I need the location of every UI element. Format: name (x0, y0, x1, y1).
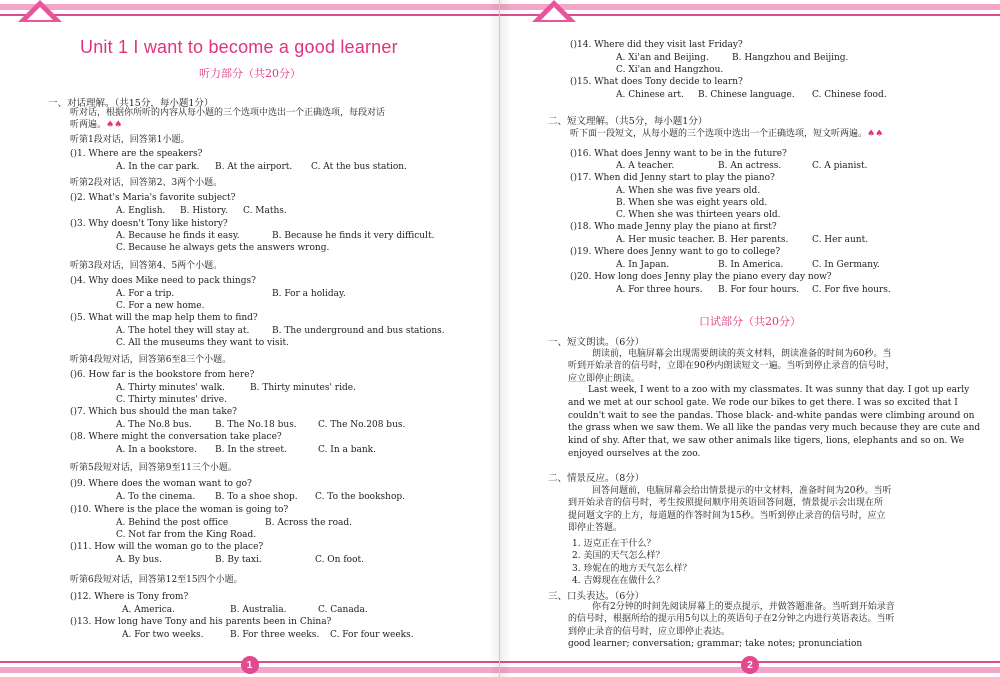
option-a: A. In a bookstore. (116, 445, 197, 455)
question: ()1. Where are the speakers? (70, 149, 203, 159)
question: ()17. When did Jenny start to play the piano? (570, 173, 775, 183)
page-number: 2 (741, 656, 759, 674)
option-b: B. An actress. (718, 161, 782, 171)
option-a: A. The No.8 bus. (116, 420, 192, 430)
option-c: C. The No.208 bus. (318, 420, 406, 430)
option-b: B. For four hours. (718, 285, 800, 295)
question: ()18. Who made Jenny play the piano at first? (570, 222, 777, 232)
keyword-list: good learner; conversation; grammar; take notes; pronunciation (568, 639, 863, 649)
option-a: A. For a trip. (116, 289, 175, 299)
instruction-block: 回答问题前，电脑屏幕会给出情景提示的中文材料，准备时间为20秒。当听 到开始录音的信号时，考生按照提问顺序用英语回答问题，情景提示会出现在所 提问题文字的上方，每道题的作答时间为15秒。当听到停止录音的信号时，应立 即停止答题。 (568, 486, 892, 534)
question: ()19. Where does Jenny want to go to college? (570, 247, 781, 257)
instruction-line: 听下面一段短文，从每小题的三个选项中选出一个正确选项，短文听两遍。♠♠ (570, 129, 884, 139)
question: ()3. Why doesn't Tony like history? (70, 219, 228, 229)
question: ()8. Where might the conversation take place? (70, 432, 282, 442)
listen-mark-icon: ♠♠ (106, 120, 123, 130)
question: ()20. How long does Jenny play the piano every day now? (570, 272, 832, 282)
option-c: C. All the museums they want to visit. (116, 338, 289, 348)
oral-section-title: 口试部分（共20分） (699, 315, 801, 328)
dialog-instruction: 听第4段短对话，回答第6至8三个小题。 (70, 355, 232, 365)
question: ()13. How long have Tony and his parents been in China? (70, 617, 332, 627)
option-b: B. Hangzhou and Beijing. (732, 53, 849, 63)
option-b: B. When she was eight years old. (616, 198, 768, 208)
question: ()4. Why does Mike need to pack things? (70, 276, 256, 286)
option-a: A. In the car park. (116, 162, 200, 172)
section-heading: 一、短文朗读。（6分） (548, 337, 645, 348)
option-b: B. Australia. (230, 605, 287, 615)
option-c: C. Not far from the King Road. (116, 530, 257, 540)
option-b: B. Chinese language. (698, 90, 795, 100)
question: ()10. Where is the place the woman is going to? (70, 505, 289, 515)
option-a: A. A teacher. (616, 161, 675, 171)
section-subtitle: 听力部分（共20分） (199, 67, 301, 80)
option-a: A. Her music teacher. (616, 235, 715, 245)
option-c: C. At the bus station. (311, 162, 407, 172)
section-heading: 二、情景反应。（8分） (548, 473, 645, 484)
option-a: A. For three hours. (616, 285, 703, 295)
option-c: C. In Germany. (812, 260, 880, 270)
instruction-line: 听两遍。♠♠ (70, 120, 123, 130)
option-c: C. Thirty minutes' drive. (116, 395, 227, 405)
section-heading: 一、对话理解。（共15分，每小题1分） (48, 98, 214, 109)
option-b: B. Across the road. (265, 518, 353, 528)
option-c: C. Maths. (243, 206, 287, 216)
option-c: C. When she was thirteen years old. (616, 210, 781, 220)
option-c: C. Her aunt. (812, 235, 869, 245)
option-b: B. Because he finds it very difficult. (272, 231, 435, 241)
option-b: B. At the airport. (215, 162, 293, 172)
option-b: B. To a shoe shop. (215, 492, 298, 502)
option-b: B. The underground and bus stations. (272, 326, 445, 336)
option-b: B. By taxi. (215, 555, 262, 565)
option-a: A. In Japan. (616, 260, 670, 270)
option-a: A. Xi'an and Beijing. (616, 53, 709, 63)
option-b: B. In the street. (215, 445, 287, 455)
option-b: B. For a holiday. (272, 289, 346, 299)
question: ()7. Which bus should the man take? (70, 407, 238, 417)
option-a: A. When she was five years old. (616, 186, 761, 196)
question: ()6. How far is the bookstore from here? (70, 370, 255, 380)
option-a: A. To the cinema. (116, 492, 196, 502)
question-list (572, 538, 872, 588)
dialog-instruction: 听第2段对话，回答第2、3两个小题。 (70, 178, 223, 188)
option-c: C. A pianist. (812, 161, 868, 171)
option-b: B. In America. (718, 260, 784, 270)
question: ()11. How will the woman go to the place? (70, 542, 264, 552)
option-a: A. Because he finds it easy. (116, 231, 240, 241)
dialog-instruction: 听第5段短对话，回答第9至11三个小题。 (70, 463, 237, 473)
option-c: C. To the bookshop. (315, 492, 405, 502)
question: ()14. Where did they visit last Friday? (570, 40, 743, 50)
option-c: C. For a new home. (116, 301, 205, 311)
list-item: 1. 迈克正在干什么？ (572, 539, 656, 549)
question: ()2. What's Maria's favorite subject? (70, 193, 236, 203)
option-a: A. The hotel they will stay at. (116, 326, 250, 336)
option-c: C. For five hours. (812, 285, 891, 295)
option-a: A. English. (116, 206, 166, 216)
dialog-instruction: 听第1段对话，回答第1小题。 (70, 135, 190, 145)
unit-title: Unit 1 I want to become a good learner (80, 37, 398, 57)
option-a: A. Behind the post office (116, 518, 229, 528)
option-b: B. History. (180, 206, 228, 216)
option-c: C. Canada. (318, 605, 368, 615)
option-c: C. Because he always gets the answers wrong. (116, 243, 330, 253)
option-c: C. On foot. (315, 555, 364, 565)
dialog-instruction: 听第6段短对话，回答第12至15四个小题。 (70, 575, 243, 585)
option-b: B. For three weeks. (230, 630, 320, 640)
list-item: 2. 美国的天气怎么样？ (572, 551, 665, 562)
dialog-instruction: 听第3段对话，回答第4、5两个小题。 (70, 261, 223, 271)
option-b: B. Her parents. (718, 235, 789, 245)
section-heading: 二、短文理解。（共5分，每小题1分） (548, 116, 708, 127)
option-a: A. Thirty minutes' walk. (116, 383, 225, 393)
list-item: 3. 珍妮在的地方天气怎么样？ (572, 563, 692, 574)
page-number: 1 (241, 656, 259, 674)
question: ()12. Where is Tony from? (70, 592, 189, 602)
instruction-line: 听对话，根据你所听的内容从每小题的三个选项中选出一个正确选项，每段对话 (70, 108, 386, 118)
listen-mark-icon: ♠♠ (867, 129, 884, 139)
option-c: C. Chinese food. (812, 90, 887, 100)
option-a: A. By bus. (116, 555, 162, 565)
question: ()15. What does Tony decide to learn? (570, 77, 743, 87)
section-heading: 三、口头表达。（6分） (548, 591, 645, 602)
option-a: A. For two weeks. (122, 630, 204, 640)
question: ()5. What will the map help them to find? (70, 313, 258, 323)
option-c: C. Xi'an and Hangzhou. (616, 65, 724, 75)
option-c: C. For four weeks. (330, 630, 414, 640)
instruction-block: 朗读前，电脑屏幕会出现需要朗读的英文材料，朗读准备的时间为60秒。当 听到开始录音的信号时，立即在90秒内朗读短文一遍。当听到停止录音的信号时， 应立即停止朗读。 (568, 349, 895, 384)
question: ()9. Where does the woman want to go? (70, 479, 252, 489)
list-item: 4. 吉姆现在在做什么？ (572, 576, 665, 587)
option-b: B. Thirty minutes' ride. (250, 383, 356, 393)
reading-passage: Last week, I went to a zoo with my classmates. It was sunny that day. I got up early and we met at our school gate. We rode our bikes to get there. I was so excited that I couldn't wait to see the pandas. Those black- and-white pandas were climbing around on the grass when we saw them. We all like the pandas very much because they are cute and kind of shy. After that, we saw other animals like tigers, lions, elephants and so on. We enjoyed ourselves at the zoo. (568, 385, 981, 459)
question: ()16. What does Jenny want to be in the future? (570, 149, 787, 159)
option-a: A. Chinese art. (616, 90, 684, 100)
option-b: B. The No.18 bus. (215, 420, 297, 430)
option-c: C. In a bank. (318, 445, 376, 455)
instruction-block: 你有2分钟的时间先阅读屏幕上的要点提示，并做答题准备。当听到开始录音 的信号时，根据所给的提示用5句以上的英语句子在2分钟之内进行英语表达。当听 到停止录音的信号时，应立即停止表达。 (568, 602, 895, 637)
right-page (500, 0, 1000, 677)
option-a: A. America. (122, 605, 176, 615)
